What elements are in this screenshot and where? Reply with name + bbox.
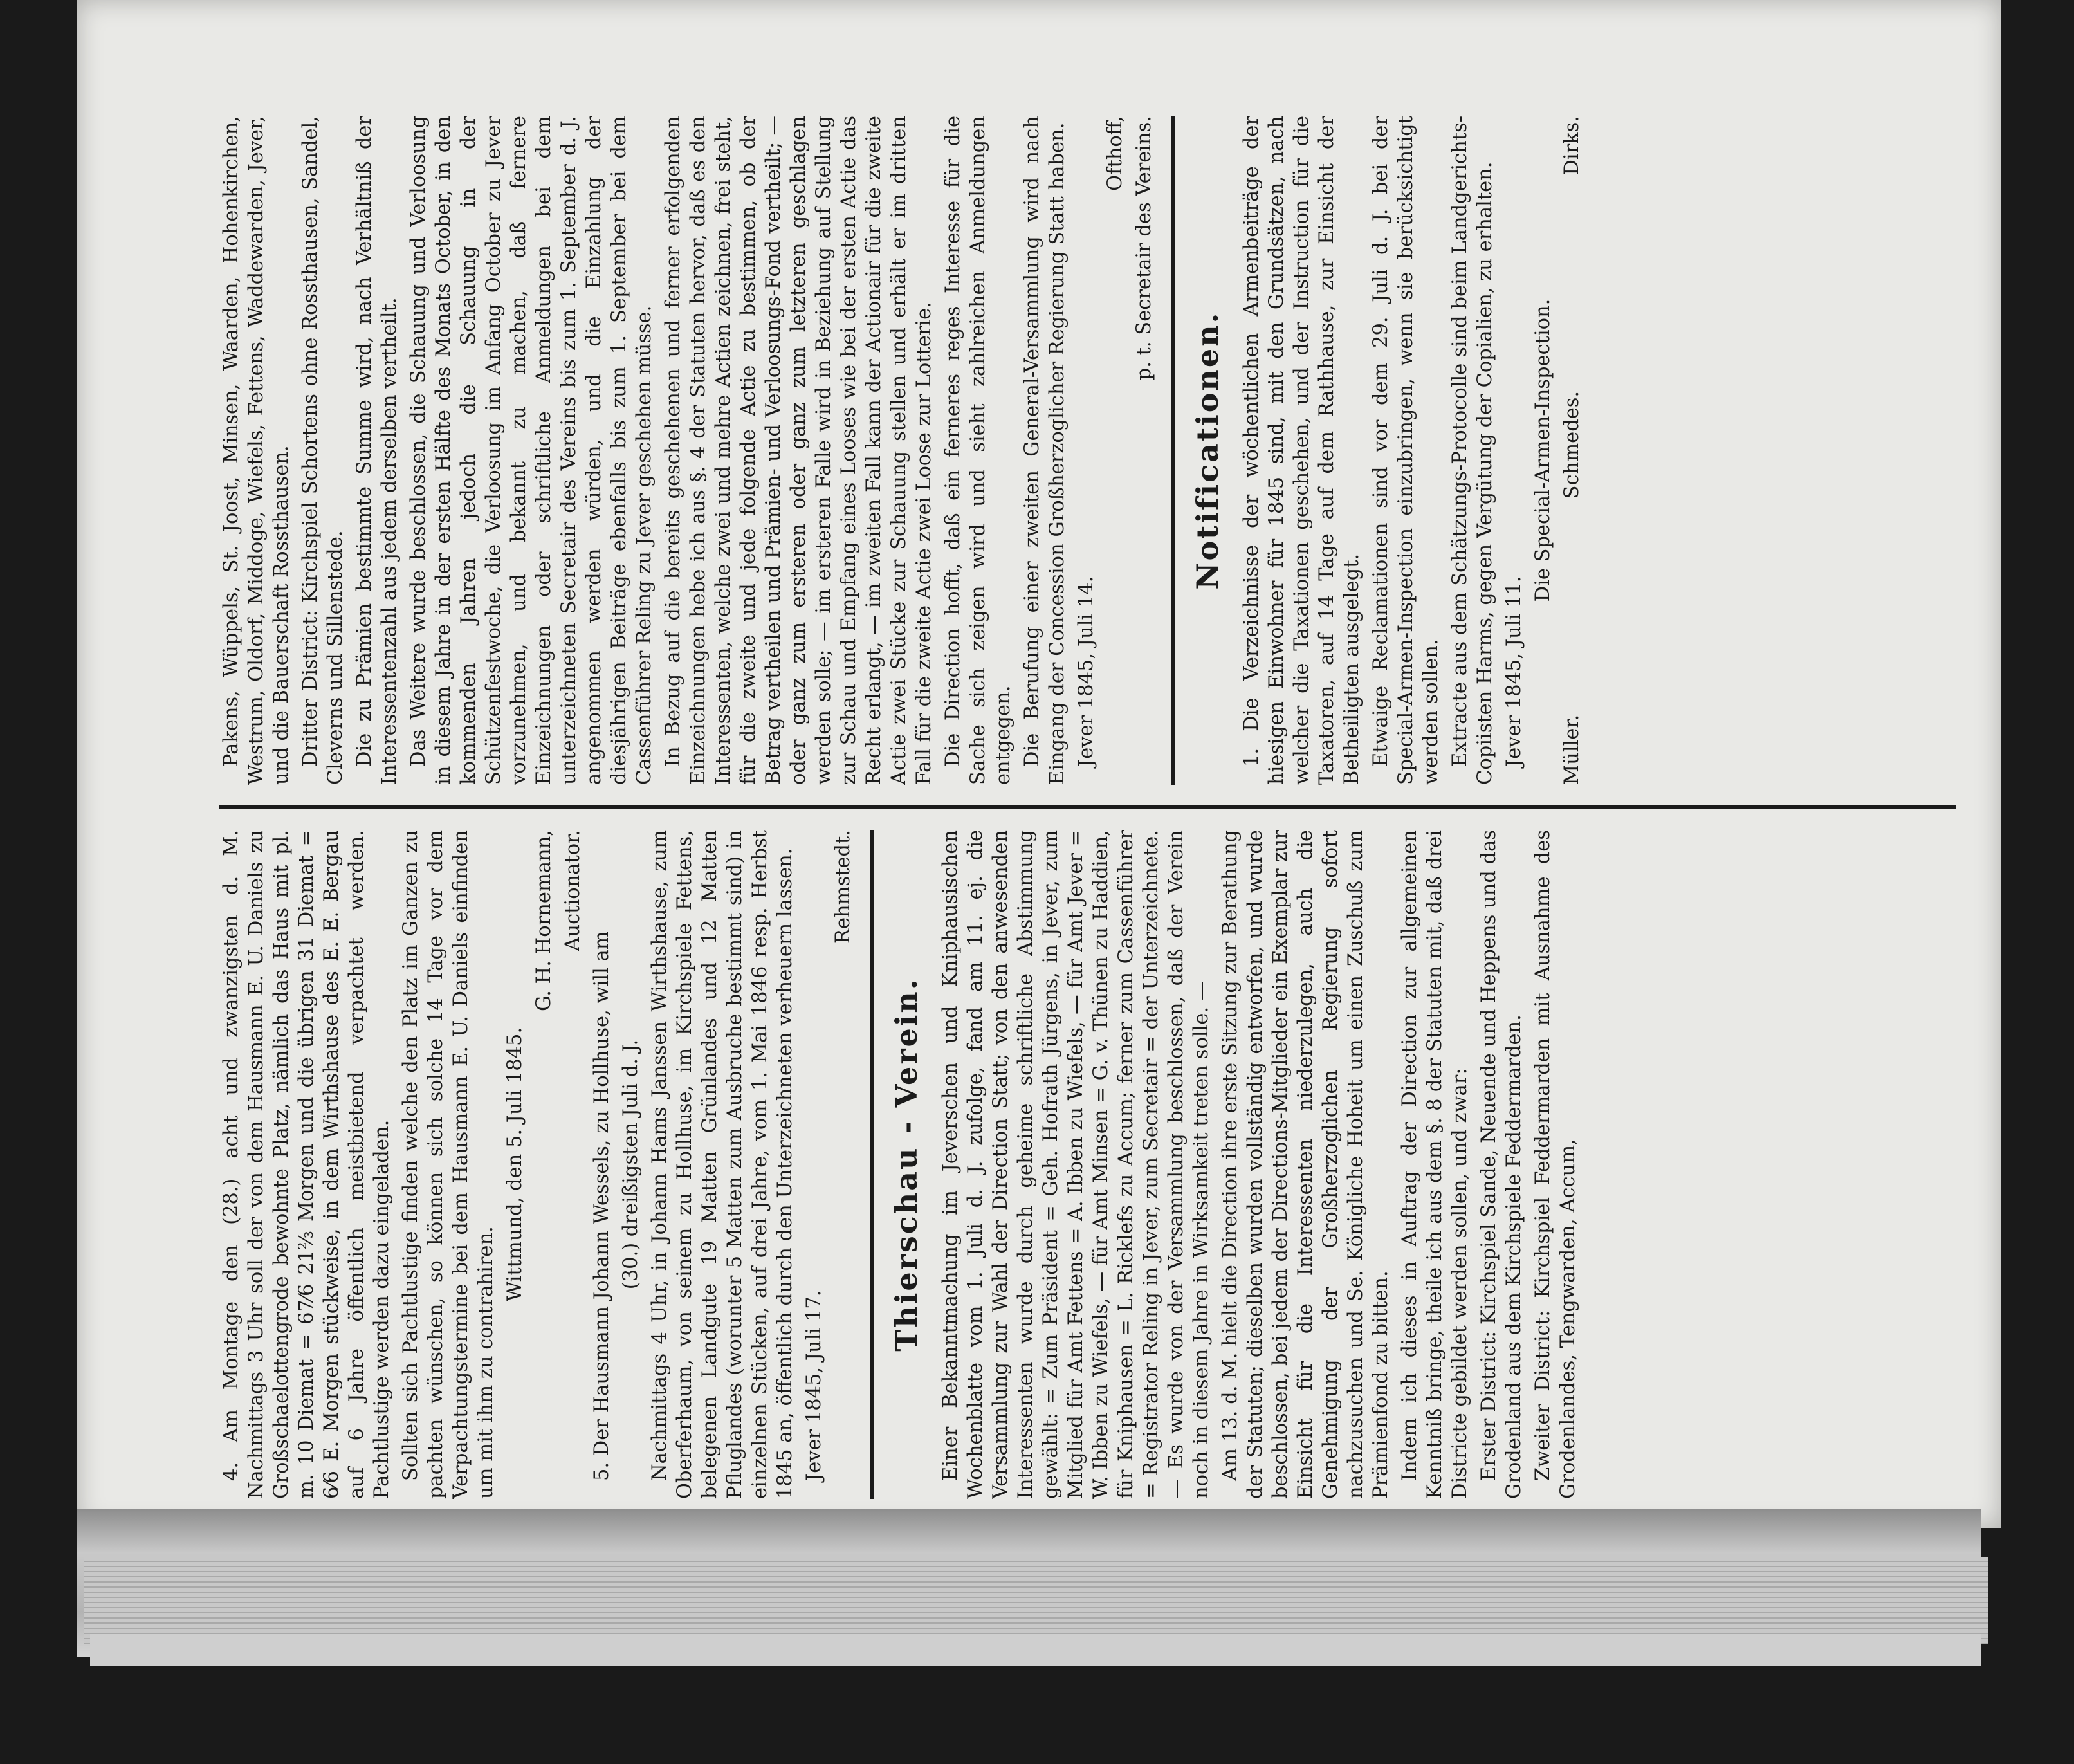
continued-paragraph-1: Pakens, Wüppels, St. Joost, Minsen, Waarden, Hohenkirchen, Westrum, Oldorf, Middoge, Wiefels, Fettens, Waddewarden, Jever, und die Bauerschaft Rossthausen. [220, 116, 293, 785]
verein-paragraph-2: Am 13. d. M. hielt die Direction ihre erste Sitzung zur Berathung der Statuten; dieselben wurden vollständig entworfen, und wurde beschlossen, bei jedem der Directions-Mitglieder ein Exemplar zur Einsicht für die Interessenten niederzulegen, auch die Genehmigung der Großherzoglichen Regierung sofort nachzusuchen und Se. Königliche Hoheit um einen Zuschuß zum Prämienfond zu bitten. [1219, 830, 1392, 1499]
notification-body: Die Special-Armen-Inspection. [1532, 299, 1554, 602]
notification-paragraph-1: 1. Die Verzeichnisse der wöchentlichen Armenbeiträge der hiesigen Einwohner für 1845 sind, mit den Grundsätzen, nach welcher die Taxationen geschehen, und der Instruction für die Taxatoren, auf 14 Tage auf dem Rathhause, zur Einsicht der Betheiligten ausgelegt. [1240, 116, 1363, 785]
continued-paragraph-2: Dritter District: Kirchspiel Schortens ohne Rossthausen, Sandel, Cleverns und Sillenstede. [299, 116, 347, 785]
notice-4-intro: 4. Am Montage den (28.) acht und zwanzigsten d. M. Nachmittags 3 Uhr soll der von dem Hausmann E. U. Daniels zu Großschaelottengrode bewohnte Platz, nämlich das Haus mit pl. m. 10 Diemat = 67⁄6 21⅔ Morgen und die übrigen 31 Diemat = 6⁄6 E. Morgen stückweise, in dem Wirthshause des E. E. Bergau auf 6 Jahre öffentlich meistbietend verpachtet werden. Pachtlustige werden dazu eingeladen. [220, 830, 393, 1499]
column-divider [219, 805, 1956, 809]
verein-paragraph-5: Zweiter District: Kirchspiel Feddermarden mit Ausnahme des Grodenlandes, Tengwarden, Accum, [1532, 830, 1579, 1499]
book-page-stack [84, 1557, 1988, 1644]
notice-4-place: Wittmund, den 5. Juli 1845. [504, 1027, 526, 1302]
continued-paragraph-3: Die zu Prämien bestimmte Summe wird, nach Verhältniß der Interessentenzahl aus jedem derselben vertheilt. [353, 116, 401, 785]
continued-paragraph-4: Das Weitere wurde beschlossen, die Schauung und Verloosung in diesem Jahre in der ersten Hälfte des Monats October, in den kommenden Jahren jedoch die Schauung in der Schützenfestwoche, die Verloosung im Anfang October zu Jever vorzunehmen, und bekannt zu machen, daß fernere Einzeichnungen oder schriftliche Anmeldungen bei dem unterzeichneten Secretair des Vereins bis zum 1. September d. J. angenommen werden würden, und die Einzahlung der diesjährigen Beiträge ebenfalls bis zum 1. September bei dem Cassenführer Reling zu Jever geschehen müsse. [407, 116, 656, 785]
notice-4-signature: G. H. Hornemann, [533, 830, 555, 1011]
notification-signature-3: Dirks. [1561, 116, 1583, 176]
verein-paragraph-4: Erster District: Kirchspiel Sande, Neuende und Heppens und das Grodenland aus dem Kirchspiele Feddermarden. [1478, 830, 1525, 1499]
continued-place: Jever 1845, Juli 14. [1075, 576, 1097, 767]
book-bottom-edge [90, 1634, 1981, 1666]
notice-4-role: Auctionator. [562, 830, 584, 951]
notifications-rule [1171, 116, 1175, 785]
section-rule [870, 830, 874, 1499]
section-title: Thierschau - Verein. [889, 977, 924, 1352]
left-column [219, 830, 1956, 1499]
right-column [219, 116, 1956, 785]
verein-paragraph-3: Indem ich dieses in Auftrag der Direction zur allgemeinen Kenntniß bringe, theile ich aus dem §. 8 der Statuten mit, daß drei Districte gebildet werden sollen, und zwar: [1399, 830, 1471, 1499]
notice-5-intro: 5. Der Hausmann Johann Wessels, zu Hollhuse, will am [591, 931, 613, 1481]
continued-paragraph-6: Die Direction hofft, daß ein ferneres reges Interesse für die Sache sich zeigen wird und sieht zahlreichen Anmeldungen entgegen. [942, 116, 1014, 785]
notice-5-signature: Rehmstedt. [832, 830, 854, 944]
continued-signature: Ofthoff, [1104, 116, 1126, 191]
notice-4-body: Sollten sich Pachtlustige finden welche den Platz im Ganzen zu pachten wünschen, so können sich solche 14 Tage vor dem Verpachtungstermine bei dem Hausmann E. U. Daniels einfinden um mit ihm zu contrahiren. [399, 830, 497, 1499]
notification-signature-1: Müller. [1561, 714, 1583, 785]
notification-paragraph-2: Etwaige Reclamationen sind vor dem 29. Juli d. J. bei der Special-Armen-Inspection einzubringen, wenn sie berücksichtigt werden sollen. [1370, 116, 1442, 785]
notification-place: Jever 1845, Juli 11. [1503, 576, 1525, 767]
notice-5-body: Nachmittags 4 Uhr, in Johann Hams Janssen Wirthshause, zum Oberferhaum, von seinem zu Hollhuse, im Kirchspiele Fettens, belegenen Landgute 19 Matten Grünlandes und 12 Matten Pfluglandes (worunter 5 Matten zum Ausbruche bestimmt sind) in einzelnen Stücken, auf drei Jahre, vom 1. Mai 1846 resp. Herbst 1845 an, öffentlich durch den Unterzeichneten verheuern lassen. [648, 830, 796, 1499]
notification-signatures [1559, 116, 1584, 785]
continued-role: p. t. Secretair des Vereins. [1133, 116, 1155, 381]
notification-signature-2: Schmedes. [1561, 390, 1583, 499]
verein-paragraph-1: Einer Bekanntmachung im Jeverschen und Kniphausischen Wochenblatte vom 1. Juli d. J. zufolge, fand am 11. ej. die Versammlung zur Wahl der Direction Statt; von den anwesenden Interessenten wurde durch geheime schriftliche Abstimmung gewählt: = Zum Präsident = Geh. Hofrath Jürgens, in Jever, zum Mitglied für Amt Fettens = A. Ibben zu Wiefels, — für Amt Jever = W. Ibben zu Wiefels, — für Amt Minsen = G. v. Thünen zu Haddien, für Kniphausen = L. Ricklefs zu Accum; ferner zum Cassenführer = Registrator Reling in Jever, zum Secretair = der Unterzeichnete. — Es wurde von der Versammlung beschlossen, daß der Verein noch in diesem Jahre in Wirksamkeit treten solle. — [939, 830, 1213, 1499]
notifications-title: Notificationen. [1190, 311, 1225, 590]
continued-paragraph-7: Die Berufung einer zweiten General-Versammlung wird nach Eingang der Concession Großherzoglicher Regierung Statt haben. [1021, 116, 1069, 785]
notice-5-place: Jever 1845, Juli 17. [803, 1290, 825, 1481]
notification-paragraph-3: Extracte aus dem Schätzungs-Protocolle sind beim Landgerichts-Copiisten Harms, gegen Vergütung der Copialien, zu erhalten. [1449, 116, 1496, 785]
rotated-content [219, 116, 1956, 1499]
continued-paragraph-5: In Bezug auf die bereits geschehenen und ferner erfolgenden Einzeichnungen hebe ich aus §. 4 der Statuten hervor, daß es den Interessenten, welche zwei und mehre Actien zeichnen, frei steht, für die zweite und jede folgende Actie zu bestimmen, ob der Betrag vertheilen und Prämien- und Verloosungs-Fond vertheilt; — oder ganz zum ersteren oder ganz zum letzteren geschlagen werden solle; — im ersteren Falle wird in Beziehung auf Stellung zur Schau und Empfang eines Looses wie bei der ersten Actie das Recht erlangt, — im zweiten Fall kann der Actionair für die zweite Actie zwei Stücke zur Schauung stellen und erhält er im dritten Fall für die zweite Actie zwei Loose zur Lotterie. [662, 116, 935, 785]
notice-5-date: (30.) dreißigsten Juli d. J. [619, 1039, 642, 1290]
